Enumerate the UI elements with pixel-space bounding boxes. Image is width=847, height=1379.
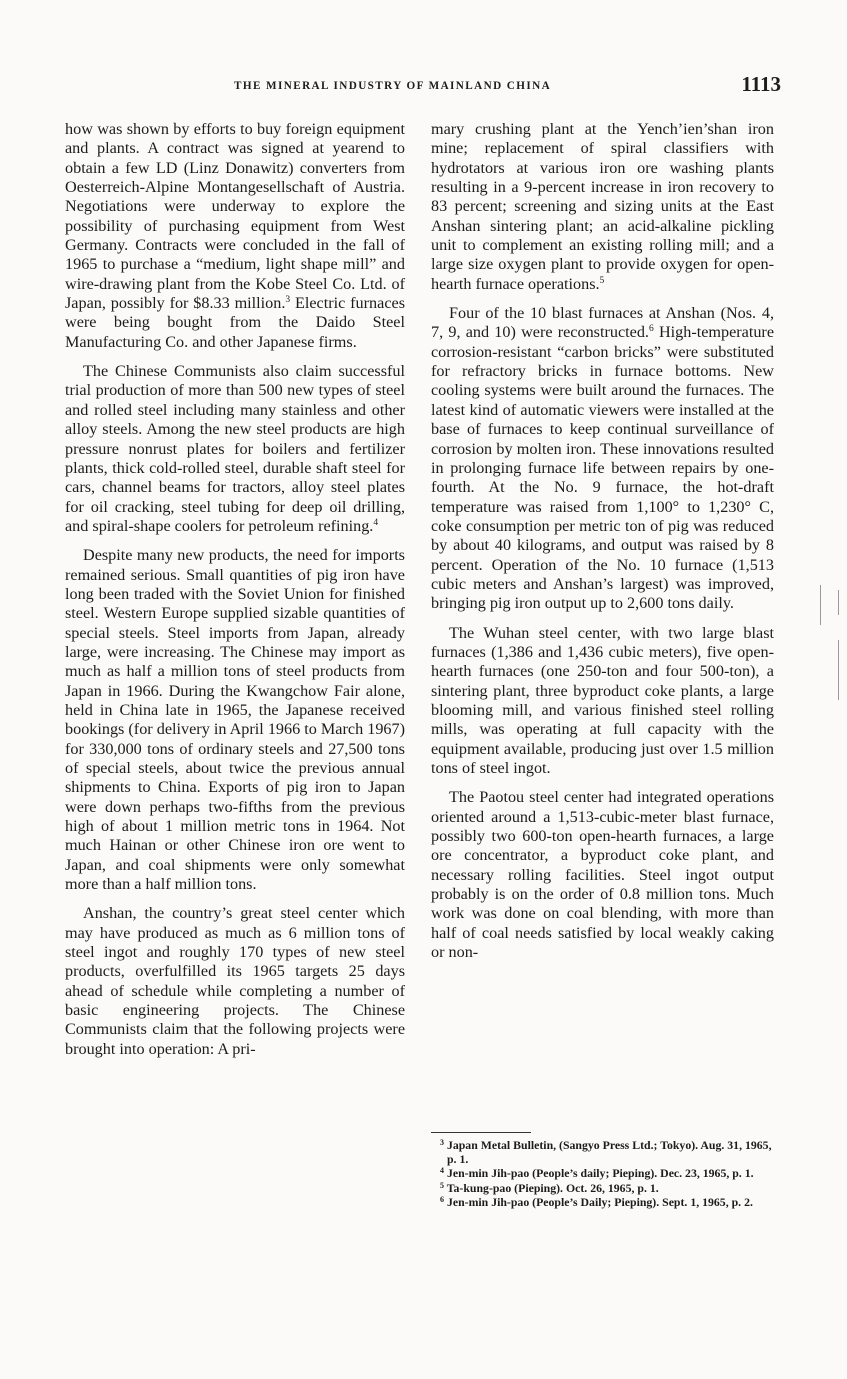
page-number: 1113 xyxy=(741,72,781,96)
footnote-ref: 4 xyxy=(373,517,379,528)
footnotes xyxy=(431,1138,776,1209)
footnote-number: 5 xyxy=(440,1180,444,1190)
footnote xyxy=(431,1166,776,1180)
footnote-number: 6 xyxy=(440,1194,444,1204)
paragraph-text: The Chinese Communists also claim successful trial production of more than 500 new types of steel and rolled steel including many stainless and other alloy steels. Among the new steel products are high pressure nonrust plates for boilers and fertilizer plants, thick cold-rolled steel, durable shaft steel for cars, channel beams for tractors, alloy steel plates for oil cracking, steel tubing for deep oil drilling, and spiral-shape coolers for petroleum refining. xyxy=(65,362,405,535)
paragraph-text: how was shown by efforts to buy foreign equipment and plants. A contract was signed at yearend to obtain a few LD (Linz Donawitz) converters from Oesterreich-Alpine Montangesellschaft of Austria. Negotiations were underway to explore the possibility of purchasing equipment from West Germany. Contracts were concluded in the fall of 1965 to purchase a “medium, light shape mill” and wire-drawing plant from the Kobe Steel Co. Ltd. of Japan, possibly for $8.33 million. xyxy=(65,120,405,313)
paragraph: Despite many new products, the need for imports remained serious. Small quantities of pig iron have long been traded with the Soviet Union for finished steel. Western Europe supplied sizable quantities of special steels. Steel imports from Japan, already large, were increasing. The Chinese may import as much as half a million tons of steel products from Japan in 1966. During the Kwangchow Fair alone, held in China late in 1965, the Japanese received bookings (for delivery in April 1966 to March 1967) for 330,000 tons of ordinary steels and 27,500 tons of special steels, about twice the previous annual shipments to China. Exports of pig iron to Japan were down perhaps two-fifths from the previous high of about 1 million metric tons in 1964. Not much Hainan or other Chinese iron ore went to Japan, and coal shipments were only somewhat more than a half million tons. xyxy=(65,546,405,894)
footnote-ref: 6 xyxy=(648,324,654,335)
paragraph xyxy=(65,362,405,536)
footnote-text: Jen-min Jih-pao (People’s daily; Pieping). Dec. 23, 1965, p. 1. xyxy=(446,1166,754,1181)
footnote-number: 4 xyxy=(440,1166,444,1176)
paragraph: The Wuhan steel center, with two large blast furnaces (1,386 and 1,436 cubic meters), five open-hearth furnaces (one 250-ton and four 500-ton), a sintering plant, three byproduct coke plants, a large blooming mill, and various finished steel rolling mills, was operating at full capacity with the equipment available, producing just over 1.5 million tons of steel ingot. xyxy=(431,623,774,777)
margin-mark xyxy=(820,585,821,625)
paragraph: Anshan, the country’s great steel center which may have produced as much as 6 million tons of steel ingot and roughly 170 types of new steel products, overfulfilled its 1965 targets 25 days ahead of schedule while completing a number of basic engineering projects. The Chinese Communists claim that the following projects were brought into operation: A pri- xyxy=(65,904,405,1058)
footnote-text: Japan Metal Bulletin, (Sangyo Press Ltd.; Tokyo). Aug. 31, 1965, p. 1. xyxy=(446,1138,772,1167)
paragraph-text: mary crushing plant at the Yench’ien’shan iron mine; replacement of spiral classifiers with hydrotators at various iron ore washing plants resulting in a 9-percent increase in iron recovery to 83 percent; screening and sizing units at the East Anshan sintering plant; an acid-alkaline pickling unit to complement an existing rolling mill; and a large size oxygen plant to provide oxygen for open-hearth furnace operations. xyxy=(431,120,774,293)
footnote-text: Ta-kung-pao (Pieping). Oct. 26, 1965, p. 1. xyxy=(446,1180,659,1195)
footnote-number: 3 xyxy=(440,1138,444,1147)
footnote xyxy=(431,1181,776,1195)
right-column xyxy=(431,120,774,972)
running-head: THE MINERAL INDUSTRY OF MAINLAND CHINA xyxy=(234,80,552,92)
margin-mark xyxy=(838,590,839,615)
margin-mark xyxy=(838,640,839,700)
paragraph-text: Electric furnaces were being bought from the Daido Steel Manufacturing Co. and other Japanese firms. xyxy=(65,294,405,351)
paragraph xyxy=(431,120,774,294)
paragraph-text: Four of the 10 blast furnaces at Anshan (Nos. 4, 7, 9, and 10) were reconstructed. xyxy=(431,304,774,342)
footnote xyxy=(431,1138,776,1166)
paragraph xyxy=(65,120,405,352)
footnote-ref: 5 xyxy=(599,275,605,286)
footnote xyxy=(431,1195,776,1209)
page-header xyxy=(64,72,781,100)
footnote-ref: 3 xyxy=(285,295,291,306)
footnote-divider xyxy=(431,1132,531,1133)
footnote-text: Jen-min Jih-pao (People’s Daily; Pieping). Sept. 1, 1965, p. 2. xyxy=(446,1194,753,1209)
paragraph: The Paotou steel center had integrated operations oriented around a 1,513-cubic-meter blast furnace, possibly two 600-ton open-hearth furnaces, a large ore concentrator, a byproduct coke plant, and necessary rolling facilities. Steel ingot output probably is on the order of 0.8 million tons. Much work was done on coal blending, with more than half of coal needs satisfied by local weakly caking or non- xyxy=(431,788,774,962)
paragraph-text: High-temperature corrosion-resistant “carbon bricks” were substituted for refractory bricks in furnace bottoms. New cooling systems were built around the furnaces. The latest kind of automatic viewers were installed at the base of furnaces to keep continual surveillance of corrosion by molten iron. These innovations resulted in prolonging furnace life between repairs by one-fourth. At the No. 9 furnace, the hot-draft temperature was raised from 1,100° to 1,230° C, coke consumption per metric ton of pig was reduced by about 40 kilograms, and output was raised by 8 percent. Operation of the No. 10 furnace (1,513 cubic meters and Anshan’s largest) was improved, bringing pig iron output up to 2,600 tons daily. xyxy=(431,323,775,613)
left-column xyxy=(65,120,405,1069)
paragraph xyxy=(431,304,774,614)
